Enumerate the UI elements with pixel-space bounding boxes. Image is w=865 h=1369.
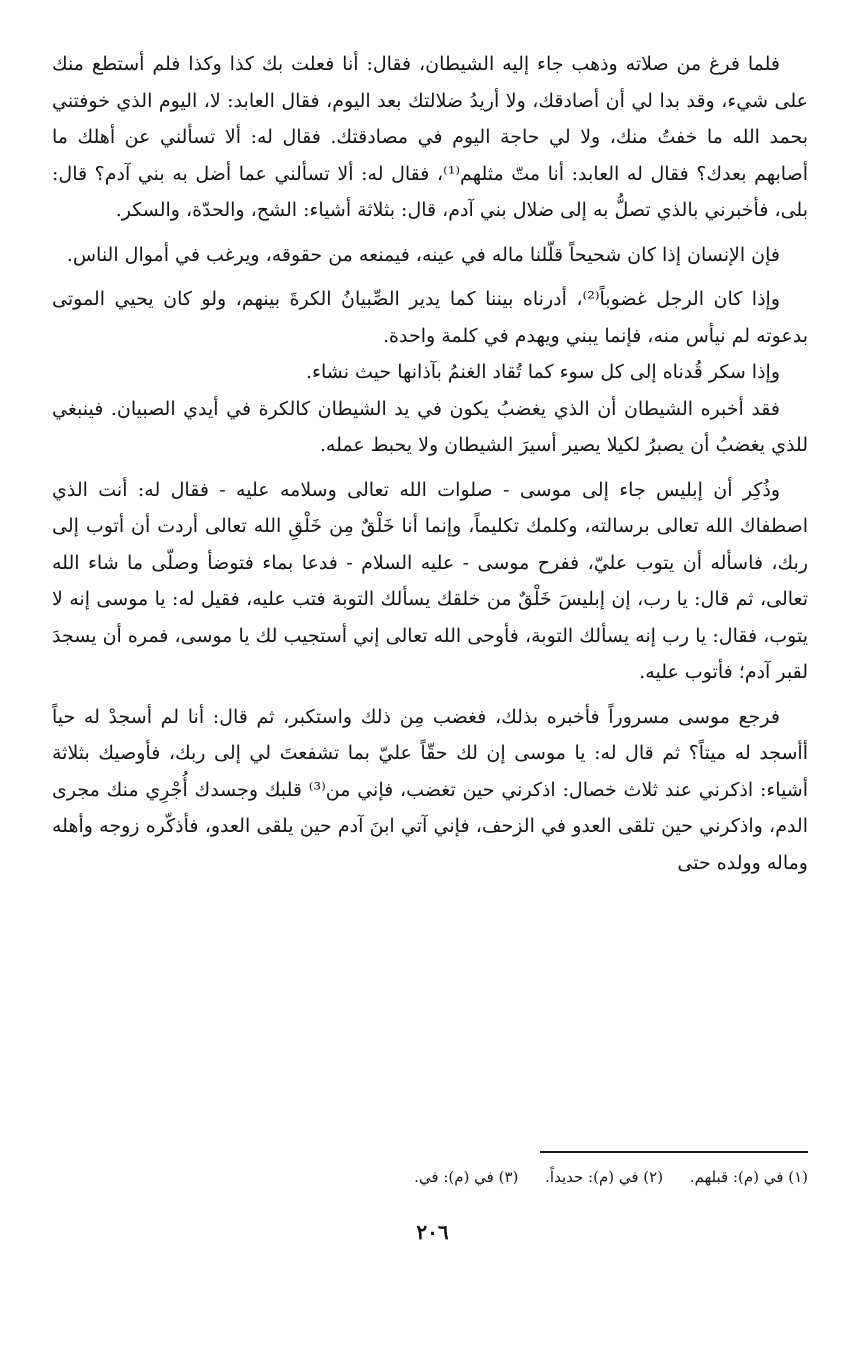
paragraph: فإن الإنسان إذا كان شحيحاً قلّلنا ماله في عينه، فيمنعه من حقوقه، ويرغب في أموال الناس. <box>66 243 780 266</box>
footnote-divider <box>540 1151 808 1153</box>
footnotes <box>52 1164 808 1190</box>
page-number: ٢٠٦ <box>416 1220 449 1244</box>
paragraph: فقد أخبره الشيطان أن الذي يغضبُ يكون في يد الشيطان كالكرة في أيدي الصبيان. فينبغي للذي يغضبُ أن يصبرُ لكيلا يصير أسيرَ الشيطان ولا يحبط عمله. <box>52 397 808 456</box>
paragraph: فرجع موسى مسروراً فأخبره بذلك، فغضب مِن ذلك واستكبر، ثم قال: أنا لم أسجدْ له حياً أأسجد له ميتاً؟ ثم قال له: يا موسى إن لك حقّاً عليّ بما تشفعتَ لي إلى ربك، فأوصيك بثلاثة أشياء: اذكرني عند ثلاث خصال: اذكرني حين تغضب، فإني من⁽³⁾ قلبك وجسدك أُجْرِي منك مجرى الدم، واذكرني حين تلقى العدو في الزحف، فإني آتي ابنَ آدم حين يلقى العدو، فأذكّره زوجه وأهله وماله وولده حتى <box>52 705 809 874</box>
paragraph: وإذا سكر قُدناه إلى كل سوء كما تُقاد الغنمُ بآذانها حيث نشاء. <box>306 361 780 383</box>
paragraph: فلما فرغ من صلاته وذهب جاء إليه الشيطان، فقال: أنا فعلت بك كذا وكذا فلم أستطع منك على شيء، وقد بدا لي أن أصادقك، ولا أريدُ ضلالتك بعد اليوم، فقال العابد: لا، اليوم الذي خوفتني بحمد الله ما خفتُ منك، ولا لي حاجة اليوم في مصادقتك. فقال له: ألا تسألني عن أهلك ما أصابهم بعدك؟ فقال له العابد: أنا متّ مثلهم⁽¹⁾، فقال له: ألا تسألني عما أضل به بني آدم؟ قال: بلى، فأخبرني بالذي تصلُّ به إلى ضلال بني آدم، قال: بثلاثة أشياء: الشح، والحدّة، والسكر. <box>52 53 808 221</box>
footnote: (٢) في (م): حديداً. <box>545 1168 664 1186</box>
body-text <box>52 46 808 881</box>
paragraph: وذُكِر أن إبليس جاء إلى موسى - صلوات الله تعالى وسلامه عليه - فقال له: أنت الذي اصطفاك الله تعالى برسالته، وكلمك تكليماً، وإنما أنا خَلْقٌ مِن خَلْقِ الله تعالى أردت أن أتوب إلى ربك، فاسأله أن يتوب عليّ، ففرح موسى - عليه السلام - فدعا بماء فتوضأ وصلّى ما شاء الله تعالى، ثم قال: يا رب، إن إبليسَ خَلْقٌ من خلقك يسألك التوبة فتب عليه، فقيل له: يا موسى إنه لا يتوب، فقال: يا رب إنه يسألك التوبة، فأوحى الله تعالى إني أستجيب لك يا موسى، فمره أن يسجدَ لقبر آدم؛ فأتوب عليه. <box>52 478 808 683</box>
footnote: (٣) في (م): في. <box>414 1168 519 1186</box>
footnote: (١) في (م): قبلهم. <box>689 1168 808 1186</box>
paragraph: وإذا كان الرجل غضوباً⁽²⁾، أدرناه بيننا كما يدير الصِّبيانُ الكرةَ بينهم، ولو كان يحيي الموتى بدعوته لم نيأس منه، فإنما يبني ويهدم في كلمة واحدة. <box>52 288 808 347</box>
